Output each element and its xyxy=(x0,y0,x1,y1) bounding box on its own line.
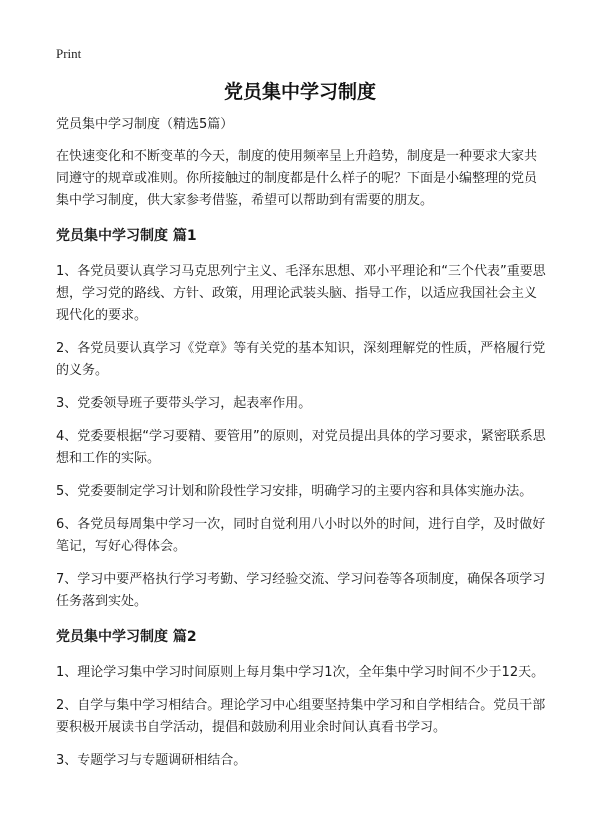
list-item: 2、各党员要认真学习《党章》等有关党的基本知识，深刻理解党的性质，严格履行党的义务。 xyxy=(56,341,546,378)
list-item: 3、专题学习与专题调研相结合。 xyxy=(56,753,247,768)
list-item: 4、党委要根据“学习要精、要管用”的原则，对党员提出具体的学习要求，紧密联系思想和工作的实际。 xyxy=(56,429,546,466)
section-heading: 党员集中学习制度 篇1 xyxy=(56,228,197,244)
section-2 xyxy=(56,626,548,772)
document-body xyxy=(56,114,548,783)
document-subtitle: 党员集中学习制度（精选5篇） xyxy=(56,117,234,132)
list-item: 3、党委领导班子要带头学习，起表率作用。 xyxy=(56,396,312,411)
list-item: 2、自学与集中学习相结合。理论学习中心组要坚持集中学习和自学相结合。党员干部要积极开展读书自学活动，提倡和鼓励利用业余时间认真看书学习。 xyxy=(56,698,546,735)
print-label: Print xyxy=(56,46,82,61)
list-item: 6、各党员每周集中学习一次，同时自觉利用八小时以外的时间，进行自学，及时做好笔记，写好心得体会。 xyxy=(56,517,546,554)
section-1 xyxy=(56,225,548,613)
list-item: 5、党委要制定学习计划和阶段性学习安排，明确学习的主要内容和具体实施办法。 xyxy=(56,484,533,499)
list-item: 1、各党员要认真学习马克思列宁主义、毛泽东思想、邓小平理论和“三个代表”重要思想，学习党的路线、方针、政策，用理论武装头脑、指导工作，以适应我国社会主义现代化的要求。 xyxy=(56,264,546,323)
intro-paragraph: 在快速变化和不断变革的今天，制度的使用频率呈上升趋势，制度是一种要求大家共同遵守的规章或准则。你所接触过的制度都是什么样子的呢？下面是小编整理的党员集中学习制度，供大家参考借鉴，希望可以帮助到有需要的朋友。 xyxy=(56,149,538,208)
section-heading: 党员集中学习制度 篇2 xyxy=(56,629,197,645)
list-item: 1、理论学习集中学习时间原则上每月集中学习1次，全年集中学习时间不少于12天。 xyxy=(56,665,545,680)
list-item: 7、学习中要严格执行学习考勤、学习经验交流、学习问卷等各项制度，确保各项学习任务落到实处。 xyxy=(56,572,546,609)
document-title: 党员集中学习制度 xyxy=(223,81,376,103)
